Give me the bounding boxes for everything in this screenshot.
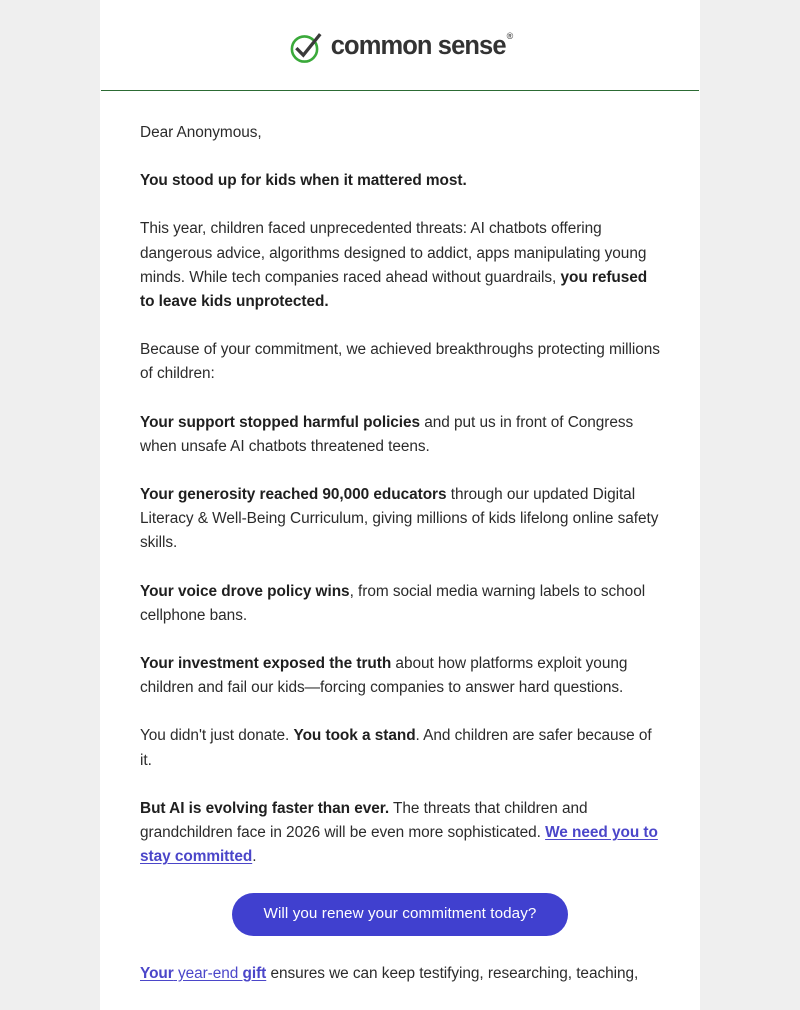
paragraph-commitment xyxy=(140,338,660,386)
paragraph-evolving xyxy=(140,797,660,870)
renew-commitment-button[interactable]: Will you renew your commitment today? xyxy=(232,893,569,935)
gift-link-bold-1: Your xyxy=(140,964,174,982)
gift-link-regular: year-end xyxy=(173,964,243,982)
stand-bold-1: You took a stand xyxy=(293,727,416,745)
logo-wordmark xyxy=(330,30,514,61)
achievement-1-bold: Your support stopped harmful policies xyxy=(140,413,421,431)
logo-wordmark-text: common sense xyxy=(330,32,506,61)
headline-text: You stood up for kids when it mattered most. xyxy=(140,172,467,190)
check-circle-icon xyxy=(288,30,324,66)
achievement-4-bold: Your investment exposed the truth xyxy=(140,655,392,673)
achievement-item-2 xyxy=(140,483,660,556)
achievement-item-1 xyxy=(140,411,660,459)
email-body xyxy=(100,91,700,986)
gift-link-bold-2: gift xyxy=(242,964,267,982)
year-end-gift-link[interactable] xyxy=(140,965,266,982)
email-header xyxy=(100,0,700,90)
cta-container xyxy=(140,893,660,935)
greeting-text: Dear Anonymous, xyxy=(140,124,262,141)
registered-mark: ® xyxy=(506,30,514,41)
threats-bold-1: you refused to leave kids unprotected. xyxy=(140,268,648,311)
achievement-2-bold: Your generosity reached 90,000 educators xyxy=(140,486,447,504)
stand-part2: . And children are safer because of it. xyxy=(140,727,652,769)
evolving-part1: The threats that children and grandchildren face in 2026 will be even more sophisticated. xyxy=(140,799,588,842)
achievement-4-rest: about how platforms exploit young children and fail our kids—forcing companies to answer hard questions. xyxy=(140,655,628,697)
achievement-item-4 xyxy=(140,652,660,700)
achievement-2-rest: through our updated Digital Literacy & Well-Being Curriculum, giving millions of kids lifelong online safety skills. xyxy=(140,486,659,552)
achievement-3-rest: , from social media warning labels to school cellphone bans. xyxy=(140,582,646,624)
stand-part1: You didn't just donate. xyxy=(140,727,294,745)
stay-committed-link[interactable]: We need you to stay committed xyxy=(140,824,658,866)
achievement-item-3 xyxy=(140,580,660,628)
paragraph-stand xyxy=(140,724,660,772)
achievement-3-bold: Your voice drove policy wins xyxy=(140,582,350,600)
achievement-1-rest: and put us in front of Congress when unsafe AI chatbots threatened teens. xyxy=(140,413,634,455)
headline-line xyxy=(140,169,660,193)
paragraph-threats xyxy=(140,217,660,314)
threats-text-part1: This year, children faced unprecedented threats: AI chatbots offering dangerous advice, algorithms designed to addict, apps manipulating young minds. While tech companies raced ahead without guardrails, xyxy=(140,220,647,286)
commitment-text: Because of your commitment, we achieved breakthroughs protecting millions of children: xyxy=(140,341,660,383)
closing-part1: ensures we can keep testifying, researching, teaching, xyxy=(266,964,639,982)
common-sense-logo[interactable] xyxy=(288,29,513,65)
email-content-card xyxy=(100,0,700,1010)
evolving-part2: . xyxy=(252,848,257,866)
greeting-line xyxy=(140,121,660,145)
paragraph-closing xyxy=(140,962,660,986)
evolving-bold-1: But AI is evolving faster than ever. xyxy=(140,799,390,817)
